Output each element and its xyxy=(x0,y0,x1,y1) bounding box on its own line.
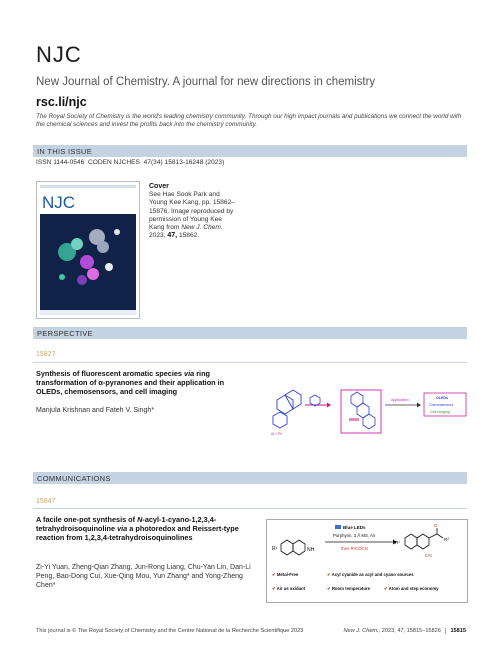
section-band-in-this-issue xyxy=(33,145,467,157)
footer-journal: New J. Chem., xyxy=(343,628,381,634)
title-via: via xyxy=(184,369,195,378)
ga-application-label: Application xyxy=(391,398,409,402)
ga-oled-label: OLEDs xyxy=(436,396,448,400)
coden: CODEN NJCHES xyxy=(87,159,140,166)
ga-r2: R² xyxy=(444,537,449,542)
journal-full-title: New Journal of Chemistry. A journal for new directions in chemistry xyxy=(36,76,376,88)
ga-chemosensor-label: Chemosensors xyxy=(429,403,454,407)
section-band-perspective xyxy=(33,327,467,339)
section-band-communications xyxy=(33,472,467,484)
journal-link[interactable]: rsc.li/njc xyxy=(36,95,87,109)
divider xyxy=(33,508,467,509)
cover-volume: 47, xyxy=(167,232,178,240)
article-authors: Zi-Yi Yuan, Zheng-Qian Zhang, Jun-Rong Liang, Chu-Yan Lin, Dan-Li Peng, Bao-Dong Cui, Xue-Qing Mou, Yun Zhang* and Yong-Zheng Chen* xyxy=(36,564,251,589)
svg-text:✔ Air as oxidant: ✔ Air as oxidant xyxy=(272,586,306,591)
ga-bullet: Room temperature xyxy=(331,586,371,591)
ga-r1: R¹ xyxy=(272,546,278,552)
issn-line xyxy=(36,159,224,166)
footer-page-number: 15815 xyxy=(445,628,466,634)
ga-cell-imaging-label: Cell imaging xyxy=(430,410,450,414)
svg-text:✔ Atom and step economy: ✔ Atom and step economy xyxy=(384,586,439,591)
article-title[interactable] xyxy=(36,515,246,542)
article-authors: Manjula Krishnan and Fateh V. Singh* xyxy=(36,407,155,414)
journal-abbreviation: NJC xyxy=(36,42,82,67)
ga-r1-product: R¹ xyxy=(395,540,400,545)
title-part: Synthesis of fluorescent aromatic species xyxy=(36,369,182,378)
cover-thumb-title: NJC xyxy=(42,193,76,212)
section-label: IN THIS ISSUE xyxy=(37,146,93,156)
svg-text:✔ Acyl cyanide as acyl and cya: ✔ Acyl cyanide as acyl and cyano sources xyxy=(327,572,414,577)
graphical-abstract xyxy=(265,378,470,443)
ga-bullet: Metal-Free xyxy=(276,572,299,577)
title-part: A facile one-pot synthesis of xyxy=(36,515,136,524)
divider xyxy=(33,362,467,363)
title-part: ring transformation of α-pyranones and their application in OLEDs, chemosensors, and cell imaging xyxy=(36,369,225,396)
cover-heading: Cover xyxy=(149,183,169,190)
title-part: -acyl-1-cyano-1,2,3,4-tetrahydroisoquinoline xyxy=(36,515,217,533)
title-n: N xyxy=(137,515,143,524)
ga-cn: CN xyxy=(425,553,432,558)
ga-bullet: Acyl cyanide as acyl and cyano sources xyxy=(331,572,414,577)
title-via: via xyxy=(117,524,128,533)
cover-journal: New J. Chem. xyxy=(181,224,223,232)
page-footer xyxy=(36,628,466,634)
graphical-abstract xyxy=(266,519,468,603)
ga-condition-1: Porphyrin, 3 Å MS, Air xyxy=(333,533,376,538)
cover-text: See Hae Sook Park and Young Kee Kang, pp. 15862–15876. Image reproduced by permission of Young Kee Kang from xyxy=(149,191,235,232)
ga-bullet: Atom and step economy xyxy=(388,586,439,591)
ga-o: O xyxy=(434,523,438,528)
svg-text:Ar = Ph: Ar = Ph xyxy=(271,432,282,436)
footer-copyright: This journal is © The Royal Society of Chemistry and the Centre National de la Recherche Scientifique 2023 xyxy=(36,628,304,634)
cover-caption xyxy=(149,183,239,240)
ga-nh: NH xyxy=(307,547,315,553)
article-title[interactable] xyxy=(36,369,246,396)
publisher-description: The Royal Society of Chemistry is the world's leading chemistry community. Through our high impact journals and publications we connect the world with the chemical sciences and invest the profits back into the chemistry community. xyxy=(36,113,462,128)
title-part: a photoredox and Reissert-type reaction from 1,2,3,4-tetrahydroisoquinolines xyxy=(36,524,239,542)
ga-bullet: Air as oxidant xyxy=(276,586,306,591)
svg-text:✔ Room temperature: ✔ Room temperature xyxy=(327,586,371,591)
section-label: COMMUNICATIONS xyxy=(37,473,111,483)
svg-text:✔ Metal-Free: ✔ Metal-Free xyxy=(272,572,299,577)
volume-info: 47(34) 15813-16248 (2023) xyxy=(143,159,225,166)
cover-page: 15862. xyxy=(178,232,200,240)
article-page-number: 15827 xyxy=(36,351,56,358)
issn: ISSN 1144-0546 xyxy=(36,159,85,166)
footer-citation xyxy=(344,628,466,634)
ga-led-label: Blue LEDs xyxy=(343,525,366,530)
footer-citation-detail: 2023, 47, 15815–15826 xyxy=(381,628,441,634)
article-page-number: 15847 xyxy=(36,498,56,505)
ga-condition-2: then R²COCN xyxy=(341,546,368,551)
section-label: PERSPECTIVE xyxy=(37,328,93,338)
cover-year: 2023, xyxy=(149,232,166,240)
cover-image xyxy=(36,181,140,319)
